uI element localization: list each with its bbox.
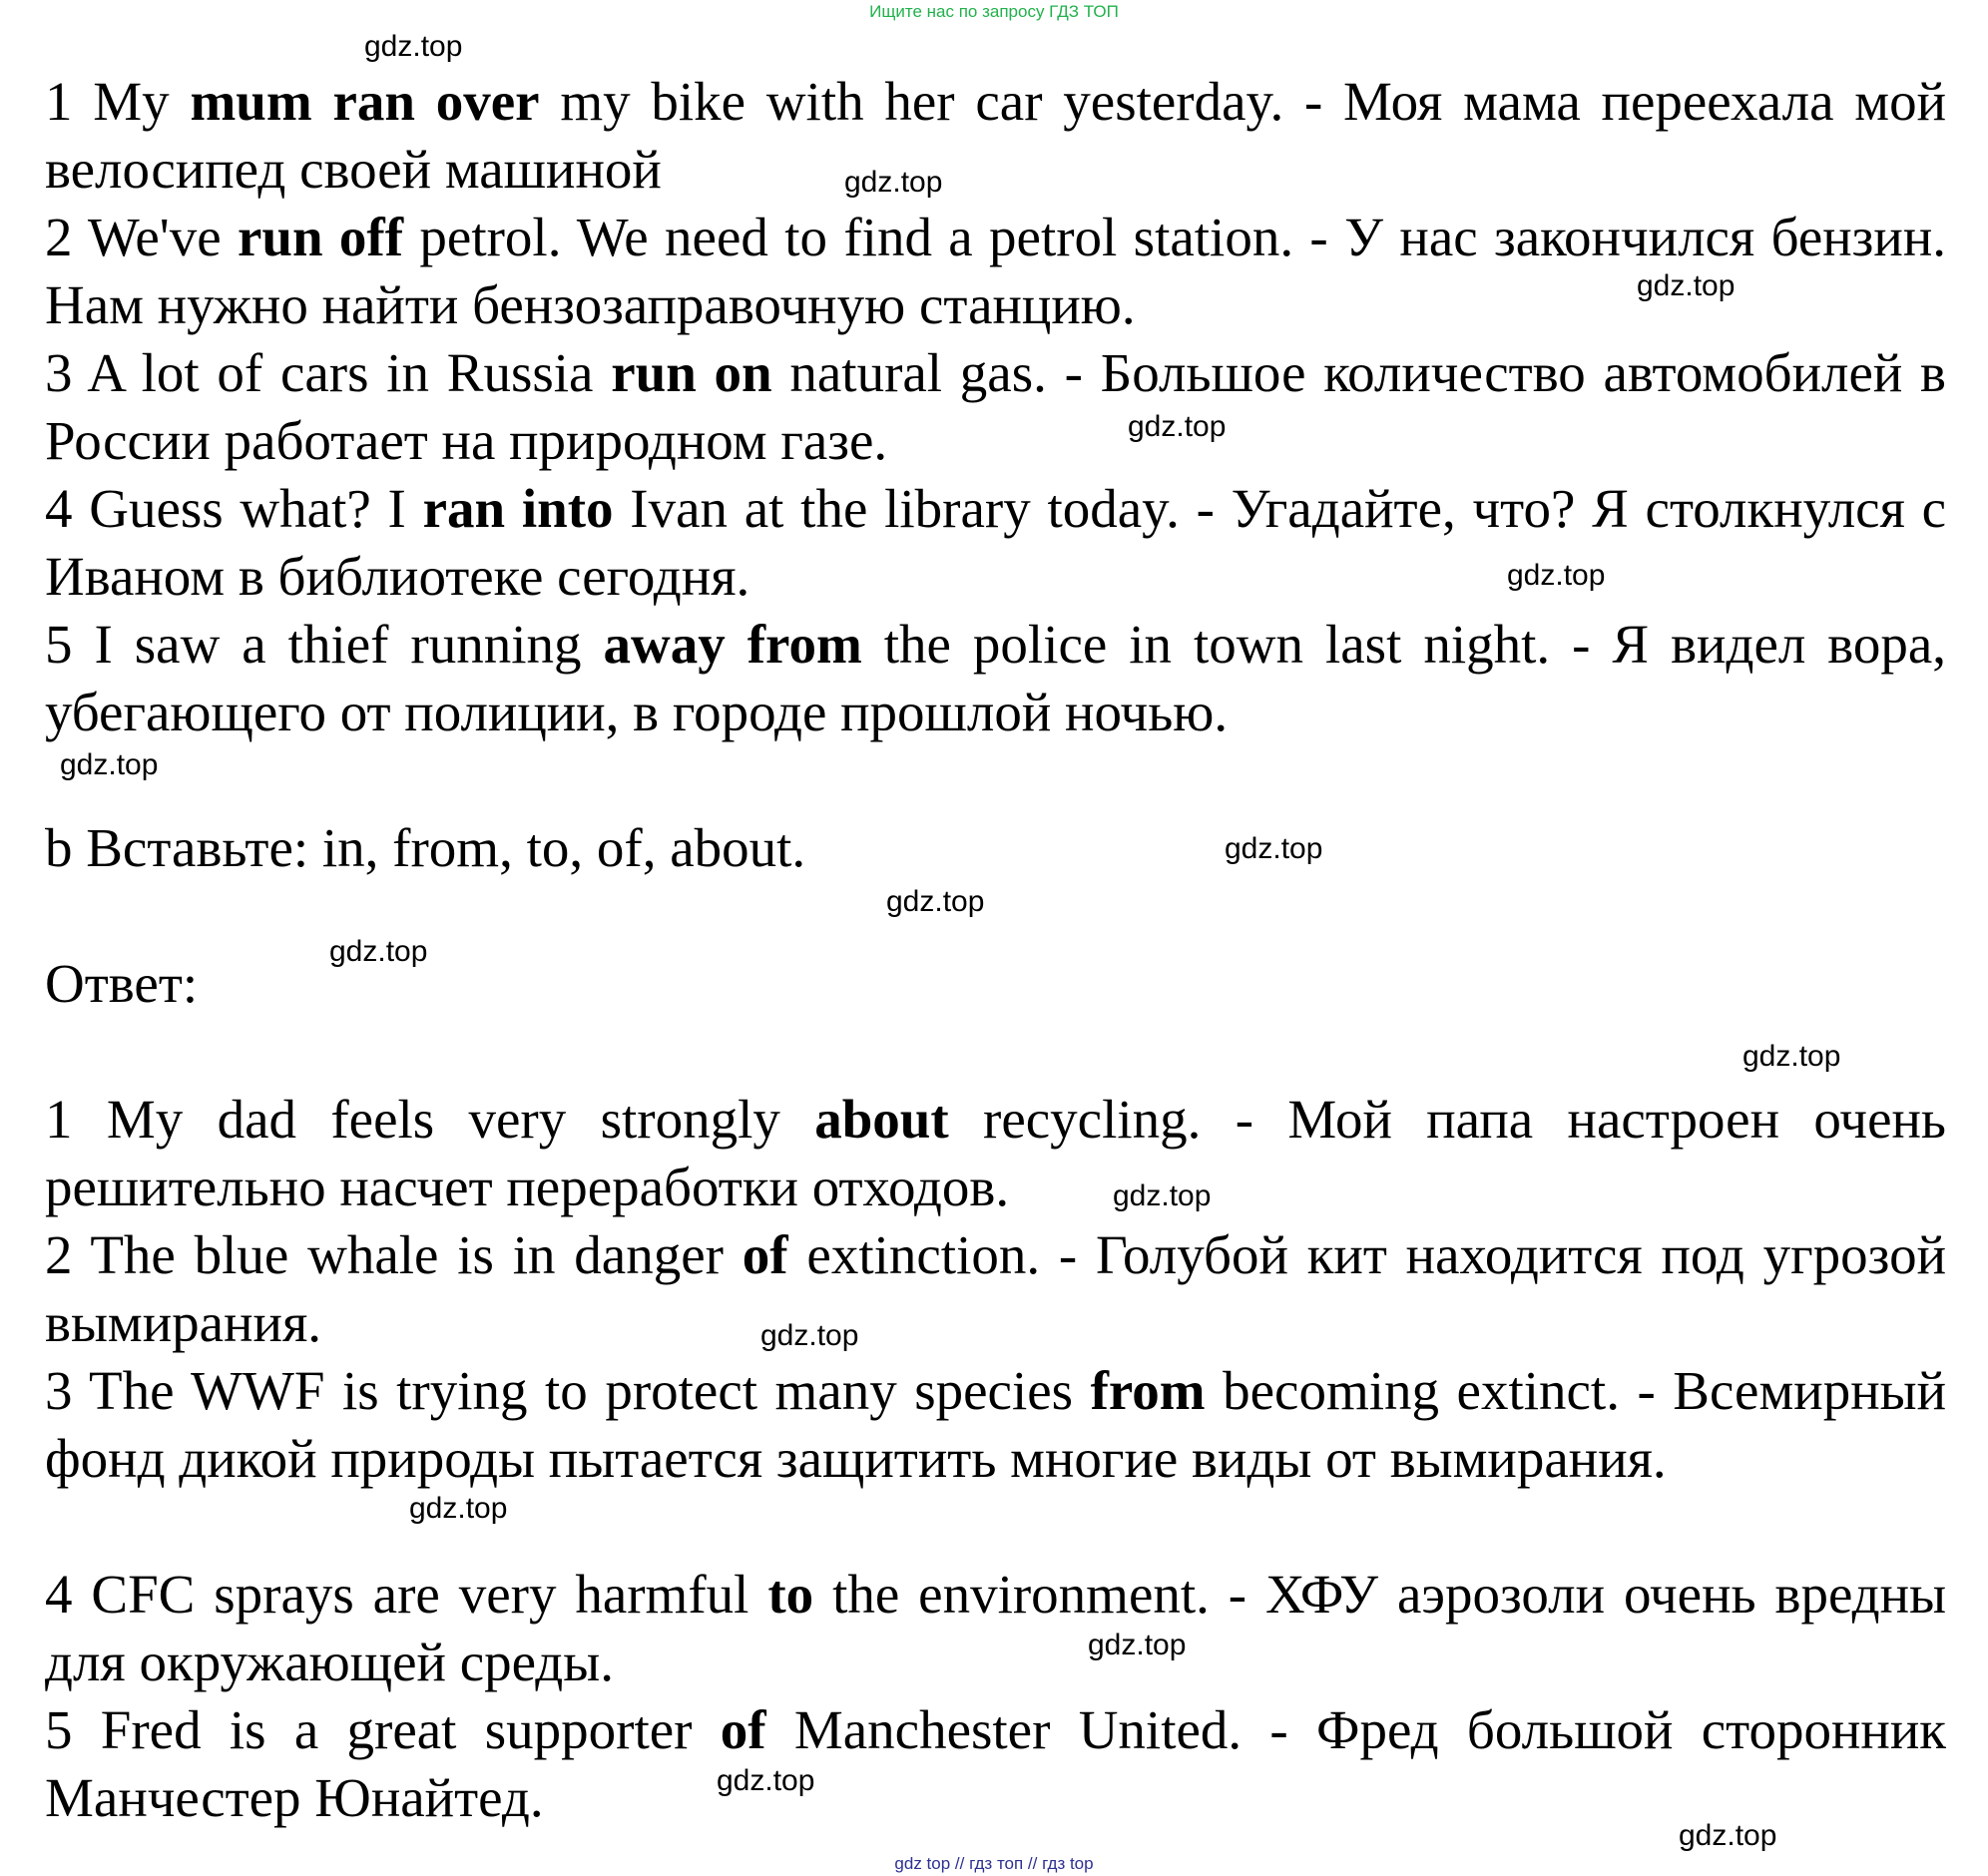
watermark: gdz.top [760,1319,859,1352]
watermark: gdz.top [844,166,943,199]
item-number: 2 [45,1224,73,1285]
watermark: gdz.top [1679,1819,1777,1852]
part-a-item-4 [45,475,1946,611]
item-number: 1 [45,71,73,132]
watermark: gdz.top [1507,559,1606,592]
watermark: gdz.top [717,1764,815,1797]
watermark: gdz.top [60,748,159,781]
item-text-pre: A lot of cars in Russia [87,342,594,403]
item-text-pre: CFC sprays are very harmful [91,1564,749,1625]
item-answer: away from [603,614,862,675]
item-answer: run off [237,207,404,267]
item-number: 3 [45,342,73,403]
part-a-item-5 [45,611,1946,746]
item-text-pre: Guess what? I [89,478,406,539]
item-text-post: petrol. We need to find a petrol station. - У нас закончился бензин. Нам нужно найти бензозаправочную станцию. [45,207,1947,335]
item-number: 5 [45,614,73,675]
item-answer: ran into [422,478,614,539]
footer-links[interactable]: gdz top // гдз топ // гдз top [894,1854,1094,1873]
item-answer: of [720,1699,766,1760]
item-text-post: the environment. - ХФУ аэрозоли очень вредны для окружающей среды. [45,1564,1947,1692]
item-answer: mum ran over [190,71,540,132]
watermark: gdz.top [409,1492,508,1525]
part-b-item-3 [45,1357,1946,1493]
item-number: 4 [45,478,73,539]
item-text-post: the police in town last night. - Я видел вора, убегающего от полиции, в городе прошлой ночью. [45,614,1947,742]
item-number: 4 [45,1564,73,1625]
part-b-item-2 [45,1221,1946,1357]
item-answer: from [1090,1360,1206,1421]
part-b-item-5 [45,1696,1946,1832]
item-text-pre: I saw a thief running [94,614,582,675]
item-number: 1 [45,1089,73,1150]
item-text-post: Ivan at the library today. - Угадайте, что? Я столкнулся с Иваном в библиотеке сегодня. [45,478,1947,607]
watermark: gdz.top [1088,1629,1187,1661]
item-answer: to [767,1564,814,1625]
part-b-item-1 [45,1086,1946,1221]
item-text-pre: The WWF is trying to protect many species [89,1360,1074,1421]
task-b-heading: b Вставьте: in, from, to, of, about. [45,817,806,878]
part-a-item-3 [45,339,1946,475]
part-b-item-4 [45,1561,1946,1696]
watermark: gdz.top [886,885,985,918]
watermark: gdz.top [1742,1040,1841,1073]
watermark: gdz.top [1225,832,1323,865]
item-text-post: my bike with her car yesterday. - Моя мама переехала мой велосипед своей машиной [45,71,1947,200]
part-a-item-1 [45,68,1946,204]
item-number: 3 [45,1360,73,1421]
watermark: gdz.top [364,30,463,63]
item-text-pre: We've [87,207,222,267]
watermark: gdz.top [329,935,428,968]
item-text-pre: Fred is a great supporter [100,1699,693,1760]
item-text-post: extinction. - Голубой кит находится под угрозой вымирания. [45,1224,1947,1353]
answer-label: Ответ: [45,953,199,1014]
item-text-pre: My dad feels very strongly [106,1089,780,1150]
item-number: 5 [45,1699,73,1760]
watermark: gdz.top [1113,1179,1212,1212]
watermark: gdz.top [1637,269,1736,302]
item-answer: of [742,1224,788,1285]
item-answer: about [814,1089,949,1150]
item-text-post: Manchester United. - Фред большой сторонник Манчестер Юнайтед. [45,1699,1947,1828]
item-text-post: recycling. - Мой папа настроен очень решительно насчет переработки отходов. [45,1089,1947,1217]
item-text-post: becoming extinct. - Всемирный фонд дикой природы пытается защитить многие виды от вымирания. [45,1360,1947,1489]
item-text-pre: My [93,71,170,132]
item-text-post: natural gas. - Большое количество автомобилей в России работает на природном газе. [45,342,1947,471]
item-text-pre: The blue whale is in danger [90,1224,724,1285]
item-number: 2 [45,207,73,267]
item-answer: run on [611,342,772,403]
top-banner[interactable]: Ищите нас по запросу ГДЗ ТОП [869,2,1119,21]
watermark: gdz.top [1128,410,1227,443]
